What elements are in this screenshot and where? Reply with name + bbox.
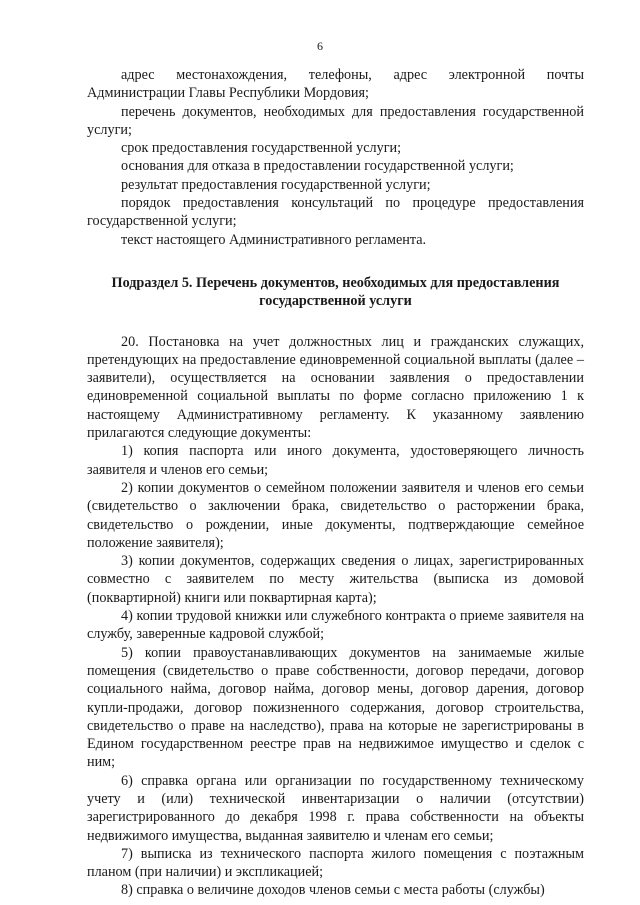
paragraph: 7) выписка из технического паспорта жилого помещения с поэтажным планом (при наличии) и экспликацией; [87, 845, 584, 881]
page-number: 6 [317, 39, 323, 53]
paragraph: 20. Постановка на учет должностных лиц и гражданских служащих, претендующих на предоставление единовременной социальной выплаты (далее – заявители), осуществляется на основании заявления о предоставлении единовременной социальной выплаты по форме согласно приложению 1 к настоящему Административному регламенту. К указанному заявлению прилагаются следующие документы: [87, 333, 584, 442]
list-item: текст настоящего Административного регламента. [121, 231, 427, 248]
paragraph: 6) справка органа или организации по государственному техническому учету и (или) технической инвентаризации о наличии (отсутствии) зарегистрированного до декабря 1998 г. права собственности на объекты недвижимого имущества, выданная заявителю и членам его семьи; [87, 772, 584, 844]
list-item: срок предоставления государственной услуги; [121, 140, 402, 157]
paragraph: 8) справка о величине доходов членов семьи с места работы (службы) [121, 882, 545, 899]
paragraph: 2) копии документов о семейном положении заявителя и членов его семьи (свидетельство о заключении брака, свидетельство о расторжении брака, свидетельство о рождении, иные документы, подтверждающие семейное положение заявителя); [87, 479, 584, 551]
paragraph: 1) копия паспорта или иного документа, удостоверяющего личность заявителя и членов его семьи; [87, 443, 584, 478]
document-body [87, 66, 584, 900]
paragraph: 3) копии документов, содержащих сведения о лицах, зарегистрированных совместно с заявителем по месту жительства (выписка из домовой (поквартирной) книги или поквартирная карта); [87, 553, 584, 606]
section-heading: Подраздел 5. Перечень документов, необходимых для предоставления государственной услуги [111, 274, 560, 310]
list-item: адрес местонахождения, телефоны, адрес электронной почты Администрации Главы Республики Мордовия; [87, 67, 584, 102]
paragraph: 5) копии правоустанавливающих документов на занимаемые жилые помещения (свидетельство о праве собственности, договор передачи, договор социального найма, договор найма, договор мены, договор дарения, договор купли-продажи, договор пожизненного содержания, договор строительства, свидетельство о праве на наследство), права на которые не зарегистрированы в Едином государственном реестре прав на недвижимое имущество и сделок с ним; [87, 644, 584, 771]
list-item: порядок предоставления консультаций по процедуре предоставления государственной услуги; [87, 195, 584, 230]
list-item: основания для отказа в предоставлении государственной услуги; [121, 158, 514, 175]
paragraph: 4) копии трудовой книжки или служебного контракта о приеме заявителя на службу, заверенные кадровой службой; [87, 608, 584, 643]
list-item: результат предоставления государственной услуги; [121, 176, 431, 193]
list-item: перечень документов, необходимых для предоставления государственной услуги; [87, 103, 584, 138]
